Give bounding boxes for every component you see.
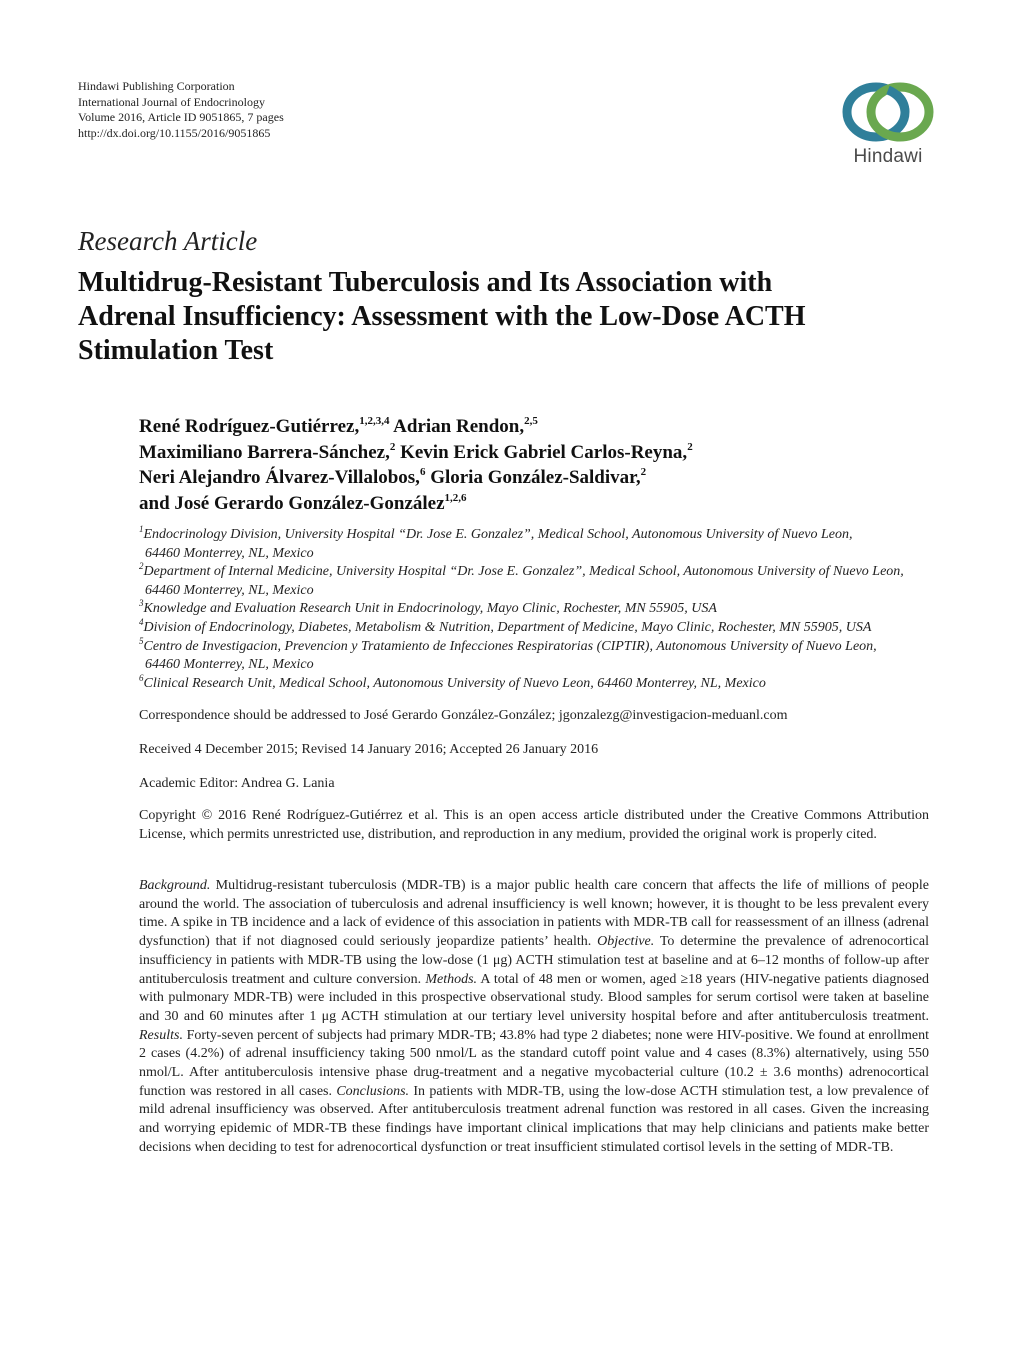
correspondence: Correspondence should be addressed to José Gerardo González-González; jgonzalezg@investigacion-meduanl.com: [139, 708, 788, 723]
journal-info: [78, 79, 498, 141]
affiliation-list: [139, 526, 939, 693]
author-affiliation-marker: 2: [687, 440, 693, 453]
journal-name: International Journal of Endocrinology: [78, 94, 265, 109]
author-line: [139, 414, 959, 440]
author-line: [139, 440, 959, 466]
publisher: Hindawi Publishing Corporation: [78, 79, 235, 93]
abstract-background: Multidrug-resistant tuberculosis (MDR-TB) is a major public health care concern that affects the life of millions of people around the world. The association of tuberculosis and adrenal insufficiency is well known; however, it is thought to be less prevalent every time. A spike in TB incidence and a lack of evidence of this association in patients with MDR-TB call for reassessment of an illness (adrenal dysfunction) that if not diagnosed could seriously jeopardize patients’ health.: [139, 878, 929, 950]
affiliation-text: Department of Internal Medicine, University Hospital “Dr. Jose E. Gonzalez”, Medical School, Autonomous University of Nuevo Leon,: [143, 564, 904, 580]
author-name: Gloria González-Saldivar,: [425, 467, 641, 488]
abstract-methods: A total of 48 men or women, aged ≥18 years (HIV-negative patients diagnosed with pulmonary MDR-TB) were included in this prospective observational study. Blood samples for serum cortisol were taken at baseline and 30 and 60 minutes after 1 μg ACTH stimulation at our tertiary level university hospital before and after antituberculosis treatment.: [139, 971, 929, 1024]
author-name: Kevin Erick Gabriel Carlos-Reyna,: [395, 441, 688, 463]
affiliation-text: Knowledge and Evaluation Research Unit in Endocrinology, Mayo Clinic, Rochester, MN 55905, USA: [143, 601, 717, 617]
affiliation-text: Division of Endocrinology, Diabetes, Metabolism & Nutrition, Department of Medicine, Mayo Clinic, Rochester, MN 55905, USA: [143, 619, 872, 635]
affiliation-1: [139, 526, 939, 545]
affiliation-5-address: 64460 Monterrey, NL, Mexico: [145, 657, 314, 673]
abstract-objective-label: Objective.: [597, 934, 655, 950]
affiliation-text: Centro de Investigacion, Prevencion y Tratamiento de Infecciones Respiratorias (CIPTIR), Autonomous University of Nuevo Leon,: [143, 638, 877, 654]
author-name: Neri Alejandro Álvarez-Villalobos,: [139, 467, 420, 488]
article-title: [78, 266, 948, 368]
author-line: [139, 491, 959, 517]
affiliation-3: [139, 600, 939, 619]
hindawi-rings-icon: [838, 76, 938, 146]
article-type: Research Article: [78, 226, 258, 256]
author-name: René Rodríguez-Gutiérrez,: [139, 416, 360, 437]
abstract-conclusions: In patients with MDR-TB, using the low-dose ACTH stimulation test, a low prevalence of mild adrenal insufficiency was observed. After antituberculosis treatment adrenal function was restored in all cases. Given the increasing and worrying epidemic of MDR-TB these findings have important clinical implications that may help clinicians and patients make better decisions when deciding to test for adrenocortical dysfunction or treat insufficient stimulated cortisol levels in the setting of MDR-TB.: [139, 1083, 929, 1155]
author-affiliation-marker: 1,2,6: [444, 491, 467, 504]
author-list: [139, 414, 959, 516]
affiliation-5: [139, 635, 939, 657]
affiliation-text: Endocrinology Division, University Hospital “Dr. Jose E. Gonzalez”, Medical School, Autonomous University of Nuevo Leon,: [143, 527, 853, 542]
hindawi-logo: [838, 76, 938, 172]
logo-text: Hindawi: [853, 146, 923, 167]
affiliation-4: [139, 616, 939, 638]
journal-volume: Volume 2016, Article ID 9051865, 7 pages: [78, 110, 284, 124]
affiliation-2-address: 64460 Monterrey, NL, Mexico: [145, 582, 314, 598]
abstract-results: Forty-seven percent of subjects had primary MDR-TB; 43.8% had type 2 diabetes; none were HIV-positive. We found at enrollment 2 cases (4.2%) of adrenal insufficiency taking 500 nmol/L as the standard cutoff point value and 4 cases (8.3%) alternatively, using 550 nmol/L. After antituberculosis intensive phase drug-treatment and a negative mycobacterial culture (10.2 ± 3.6 months) adrenocortical function was restored in all cases.: [139, 1027, 929, 1099]
copyright-notice: Copyright © 2016 René Rodríguez-Gutiérrez et al. This is an open access article distributed under the Creative Commons Attribution License, which permits unrestricted use, distribution, and reproduction in any medium, provided the original work is properly cited.: [139, 808, 929, 842]
abstract-conclusions-label: Conclusions.: [336, 1083, 410, 1099]
affiliation-number: 5: [139, 635, 144, 646]
affiliation-6: [139, 672, 939, 694]
affiliation-number: 6: [139, 672, 144, 683]
affiliation-number: 1: [139, 524, 144, 534]
affiliation-number: 4: [139, 616, 144, 627]
affiliation-2: [139, 563, 939, 582]
affiliation-number: 2: [139, 561, 144, 572]
abstract-background-label: Background.: [139, 878, 211, 893]
abstract-results-label: Results.: [139, 1027, 183, 1043]
author-affiliation-marker: 1,2,3,4: [359, 415, 390, 427]
author-affiliation-marker: 2: [640, 466, 647, 478]
author-affiliation-marker: 2,5: [524, 415, 538, 427]
abstract-methods-label: Methods.: [425, 971, 478, 987]
abstract: [139, 877, 929, 1158]
doi-link[interactable]: http://dx.doi.org/10.1155/2016/9051865: [78, 125, 271, 140]
author-name: Adrian Rendon,: [389, 416, 525, 437]
affiliation-1-address: 64460 Monterrey, NL, Mexico: [145, 545, 314, 561]
abstract-objective: To determine the prevalence of adrenocortical insufficiency in patients with MDR-TB using the low-dose (1 μg) ACTH stimulation test at baseline and at 6–12 months of follow-up after antituberculosis treatment and culture conversion.: [139, 934, 930, 987]
received-dates: Received 4 December 2015; Revised 14 January 2016; Accepted 26 January 2016: [139, 742, 599, 757]
title-line: Stimulation Test: [78, 335, 274, 366]
author-affiliation-marker: 6: [419, 466, 426, 478]
author-name: Maximiliano Barrera-Sánchez,: [139, 441, 390, 463]
title-line: Multidrug-Resistant Tuberculosis and Its Association with: [78, 267, 773, 298]
author-name: and José Gerardo González-González: [139, 492, 445, 514]
affiliation-number: 3: [139, 598, 144, 609]
academic-editor: Academic Editor: Andrea G. Lania: [139, 776, 335, 791]
title-line: Adrenal Insufficiency: Assessment with the Low-Dose ACTH: [78, 301, 806, 332]
affiliation-text: Clinical Research Unit, Medical School, Autonomous University of Nuevo Leon, 64460 Monterrey, NL, Mexico: [143, 675, 766, 691]
author-affiliation-marker: 2: [389, 440, 396, 453]
author-line: [139, 465, 959, 491]
